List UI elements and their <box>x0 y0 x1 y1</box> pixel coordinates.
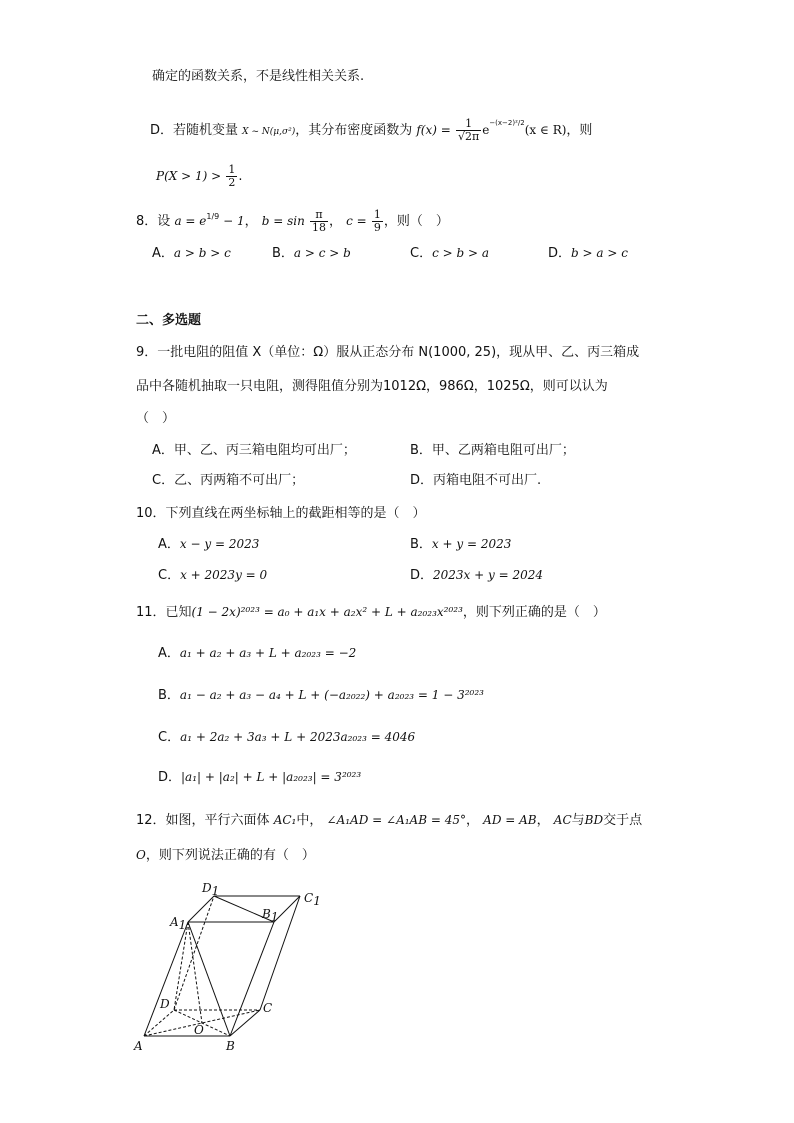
option-text: 乙、丙两箱不可出厂； <box>174 473 305 488</box>
prob-fraction: $\frac{1}{2}$ <box>228 163 236 189</box>
edge-dd1 <box>174 896 214 1010</box>
label-o: O <box>194 1023 204 1037</box>
q8-option-d[interactable] <box>548 244 628 263</box>
option-text: |a₁| + |a₂| + L + |a₂₀₂₃| = 3²⁰²³ <box>181 770 362 784</box>
q12-solid: AC₁ <box>273 813 297 827</box>
q12-line1 <box>136 811 642 830</box>
q11-option-d[interactable] <box>158 768 361 787</box>
label-b1: B1 <box>262 907 279 924</box>
option-label: D． <box>410 568 434 583</box>
q7-d-text3: ，则 <box>566 123 593 138</box>
q11-option-a[interactable] <box>158 644 356 663</box>
text: 中， <box>296 813 323 828</box>
text: ， <box>536 813 550 828</box>
label-b: B <box>226 1039 235 1053</box>
edge-bb1 <box>230 922 274 1036</box>
option-text: a₁ − a₂ + a₃ − a₄ + L + (−a₂₀₂₂) + a₂₀₂₃ = 1 − 3²⁰²³ <box>179 688 484 702</box>
option-text: x − y = 2023 <box>179 537 260 551</box>
q9-option-d[interactable] <box>410 472 541 490</box>
q9-option-c[interactable] <box>152 472 304 490</box>
q10-option-a[interactable] <box>158 535 259 554</box>
q10-stem: 10．下列直线在两坐标轴上的截距相等的是（ ） <box>136 506 426 521</box>
q10-option-d[interactable] <box>410 566 543 585</box>
prob-end: . <box>238 169 243 184</box>
q7-continuation: 确定的函数关系，不是线性相关关系. <box>152 69 365 84</box>
q12-line2 <box>136 846 315 865</box>
q8-lead: 设 <box>157 214 171 229</box>
option-label: D． <box>410 473 434 488</box>
q11-stem <box>136 603 606 622</box>
option-text: 2023x + y = 2024 <box>433 568 544 582</box>
q8-a-tail: − 1 <box>219 214 245 228</box>
q12-question: ，则下列说法正确的有（ ） <box>145 848 315 863</box>
option-label: D． <box>158 770 182 785</box>
q11-expansion: (1 − 2x)²⁰²³ = a₀ + a₁x + a₂x² + L + a₂₀₂₃x²⁰²³ <box>191 605 463 619</box>
q7-option-d-prob <box>156 164 242 189</box>
option-label: B． <box>410 443 432 458</box>
q12-equal-edges: AD = AB <box>483 813 537 827</box>
option-label: A． <box>152 246 174 261</box>
q10-option-b[interactable] <box>410 535 511 554</box>
option-label: A． <box>152 443 174 458</box>
option-label: C． <box>410 246 433 261</box>
label-d1: D1 <box>202 881 220 898</box>
sep: ， <box>244 214 258 229</box>
pdf-exponent: −(x−2)²/2 <box>489 119 525 127</box>
q11-option-c[interactable] <box>158 728 415 747</box>
option-text: 甲、乙、丙三箱电阻均可出厂； <box>173 443 356 458</box>
q12-ac: AC <box>553 813 572 827</box>
sep: ， <box>328 214 342 229</box>
q7-d-text: 若随机变量 <box>173 123 239 138</box>
q8-option-c[interactable] <box>410 244 489 263</box>
option-text: a₁ + a₂ + a₃ + L + a₂₀₂₃ = −2 <box>179 646 357 660</box>
q12-bd: BD <box>584 813 604 827</box>
option-label: C． <box>158 568 181 583</box>
label-a: A <box>134 1039 143 1053</box>
q8-a-exp: 1/9 <box>206 212 220 221</box>
option-label: D． <box>150 123 174 138</box>
q7-d-text2: ，其分布密度函数为 <box>295 123 413 138</box>
option-label: B． <box>272 246 294 261</box>
option-label: C． <box>158 730 181 745</box>
text: 与 <box>571 813 585 828</box>
normal-dist: X ~ N(μ,σ²) <box>242 127 296 137</box>
question-number: 8． <box>136 214 158 229</box>
option-text: b > a > c <box>571 246 628 260</box>
label-c: C <box>263 1001 273 1015</box>
option-text: 丙箱电阻不可出厂. <box>433 473 542 488</box>
option-text: a₁ + 2a₂ + 3a₃ + L + 2023a₂₀₂₃ = 4046 <box>180 730 416 744</box>
q8-stem <box>136 208 449 234</box>
q8-tail: ，则（ ） <box>383 214 449 229</box>
pdf-fraction: $\frac{1}{√2\pi}$ <box>457 117 480 143</box>
edge-aa1 <box>144 922 188 1036</box>
q11-option-b[interactable] <box>158 686 484 705</box>
q12-lead: 12．如图，平行六面体 <box>136 813 270 828</box>
q8-a: a = e <box>174 214 207 228</box>
option-label: B． <box>158 688 180 703</box>
text: ， <box>466 813 480 828</box>
q8-option-b[interactable] <box>272 244 351 263</box>
q8-c-fraction: $\frac{1}{9}$ <box>373 208 381 234</box>
text: 交于点 <box>603 813 643 828</box>
option-label: D． <box>548 246 572 261</box>
pdf-e: e <box>482 123 490 137</box>
q9-option-a[interactable] <box>152 442 356 460</box>
q9-option-b[interactable] <box>410 442 575 460</box>
q8-c: c = <box>346 214 367 228</box>
option-text: x + y = 2023 <box>431 537 512 551</box>
seg-a1d <box>174 922 188 1010</box>
option-label: A． <box>158 537 180 552</box>
option-label: A． <box>158 646 180 661</box>
q7-option-d[interactable] <box>150 114 592 143</box>
pdf-lhs: f(x) = <box>416 123 451 137</box>
q11-tail: ，则下列正确的是（ ） <box>462 605 606 620</box>
option-text: 甲、乙两箱电阻可出厂； <box>431 443 575 458</box>
label-c1: C1 <box>304 891 321 908</box>
q10-option-c[interactable] <box>158 566 267 585</box>
q9-line2: 品中各随机抽取一只电阻，测得阻值分别为1012Ω，986Ω，1025Ω，则可以认为 <box>136 379 608 394</box>
option-text: a > c > b <box>293 246 351 260</box>
q9-line3: （ ） <box>136 411 176 426</box>
q12-point-o: O <box>136 848 146 862</box>
label-a1: A1 <box>170 915 187 932</box>
prob-expr: P(X > 1) > <box>156 169 222 183</box>
option-text: a > b > c <box>173 246 231 260</box>
edge-a1d1 <box>188 896 214 922</box>
q12-angles: ∠A₁AD = ∠A₁AB = 45° <box>326 813 466 827</box>
option-label: B． <box>410 537 432 552</box>
pdf-domain: (x ∈ R) <box>524 123 567 137</box>
option-label: C． <box>152 473 175 488</box>
q8-b-fraction: $\frac{\pi}{18}$ <box>311 208 326 234</box>
section-heading: 二、多选题 <box>136 313 202 328</box>
q11-lead: 11．已知 <box>136 605 192 620</box>
option-text: x + 2023y = 0 <box>180 568 268 582</box>
q9-line1: 9．一批电阻的阻值 X（单位：Ω）服从正态分布 N(1000, 25)，现从甲、乙、丙三箱成 <box>136 345 640 360</box>
q8-option-a[interactable] <box>152 244 231 263</box>
q8-b: b = sin <box>261 214 305 228</box>
option-text: c > b > a <box>432 246 490 260</box>
parallelepiped-figure <box>128 870 348 1055</box>
label-d: D <box>160 997 170 1011</box>
